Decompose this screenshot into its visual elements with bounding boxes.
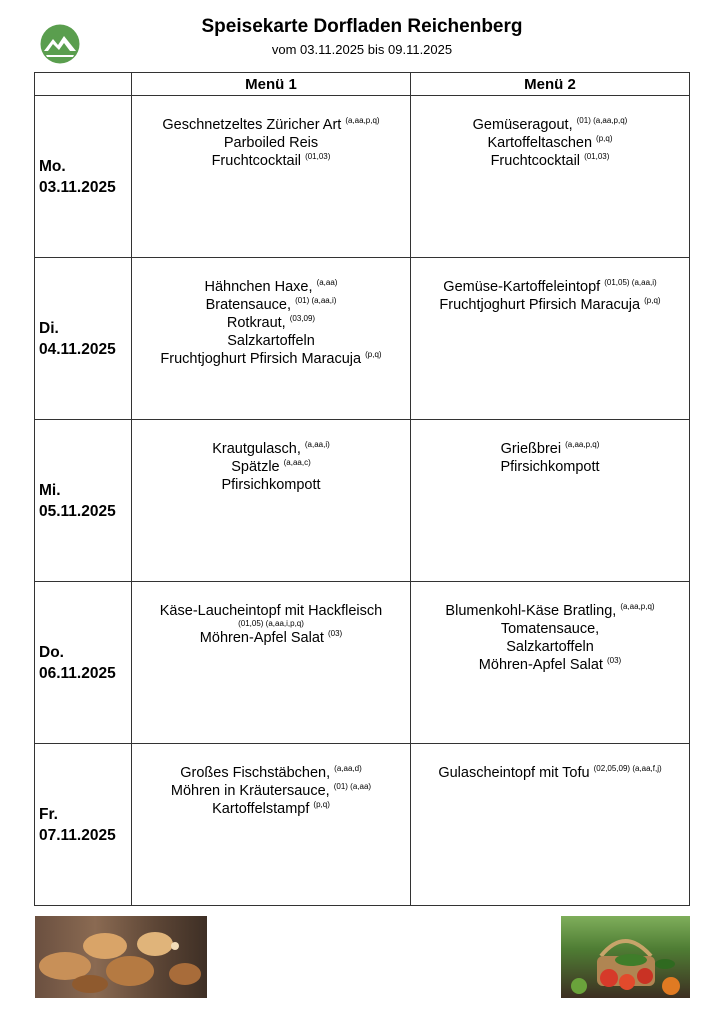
dish-name: Grießbrei [500,441,562,457]
allergen-note: (01) (a,aa,i) [295,296,337,306]
menu1-cell [132,96,411,258]
corner-cell [35,73,132,96]
menu1-cell [132,258,411,420]
menu2-cell [411,96,690,258]
allergen-note: (01,03) [305,152,331,162]
dish-name: Pfirsichkompott [500,459,600,475]
dish-name: Käse-Laucheintopf mit Hackfleisch [159,603,383,619]
day-row [35,96,690,258]
date: 05.11.2025 [39,502,116,520]
weekday: Mo. [39,157,66,175]
allergen-note: (a,aa,p,q) [565,440,600,450]
day-label [35,582,132,744]
dish-item [415,458,685,476]
dish-item [415,116,685,134]
dish-item [415,440,685,458]
menu2-cell [411,582,690,744]
menu-table [34,72,690,906]
allergen-note: (p,q) [644,296,661,306]
dish-name: Pfirsichkompott [221,477,321,493]
dish-item [415,278,685,296]
dish-item [136,764,406,782]
allergen-note: (01,05) (a,aa,i,p,q) [238,619,304,628]
allergen-note: (03,09) [289,314,316,324]
dish-name: Parboiled Reis [223,135,319,151]
day-label [35,258,132,420]
dish-name: Fruchtcocktail [211,153,302,169]
dish-name: Salzkartoffeln [227,333,315,349]
dish-item [136,296,406,314]
menu1-cell [132,744,411,906]
allergen-note: (a,aa,p,q) [620,602,655,612]
allergen-note: (p,q) [313,800,330,810]
dish-name: Rotkraut, [226,315,286,331]
allergen-note: (01,05) (a,aa,i) [604,278,657,288]
dish-item [136,602,406,620]
date: 03.11.2025 [39,178,116,196]
date: 07.11.2025 [39,826,116,844]
dish-item [136,800,406,818]
menu2-cell [411,420,690,582]
day-row [35,258,690,420]
dish-name: Gemüse-Kartoffeleintopf [443,279,601,295]
dish-name: Kartoffeltaschen [487,135,593,151]
dish-item [415,152,685,170]
weekday: Di. [39,319,59,337]
allergen-note: (a,aa,d) [334,764,362,774]
dish-item [415,134,685,152]
date-range: vom 03.11.2025 bis 09.11.2025 [271,42,453,57]
day-row [35,744,690,906]
dish-item [136,782,406,800]
menu1-cell [132,420,411,582]
vegetables-photo [561,916,690,998]
dish-item [136,476,406,494]
dish-item [415,296,685,314]
allergen-note: (03) [606,656,622,666]
dish-name: Geschnetzeltes Züricher Art [162,117,342,133]
allergen-note: (a,aa) [316,278,338,288]
day-label [35,744,132,906]
dish-name: Fruchtjoghurt Pfirsich Maracuja [160,351,362,367]
dish-name: Hähnchen Haxe, [204,279,313,295]
dish-item [415,602,685,620]
dish-name: Gemüseragout, [472,117,573,133]
allergen-note: (01,03) [584,152,610,162]
dish-item [136,350,406,368]
allergen-note: (p,q) [596,134,613,144]
dish-name: Fruchtcocktail [490,153,581,169]
allergen-note: (01) (a,aa,p,q) [576,116,628,126]
column-header-menu1: Menü 1 [132,73,411,96]
allergen-note: (01) (a,aa) [333,782,372,792]
dish-name: Möhren-Apfel Salat [478,657,603,673]
page-title: Speisekarte Dorfladen Reichenberg [201,16,523,37]
dish-item [136,152,406,170]
day-row [35,582,690,744]
dish-name: Großes Fischstäbchen, [180,765,331,781]
day-row [35,420,690,582]
dish-name: Bratensauce, [205,297,292,313]
allergen-note: (02,05,09) (a,aa,f,j) [593,764,662,774]
weekday: Fr. [39,805,58,823]
dish-name: Krautgulasch, [212,441,301,457]
dish-item [136,332,406,350]
menu2-cell [411,744,690,906]
allergen-note: (p,q) [365,350,382,360]
allergen-note: (a,aa,c) [283,458,311,468]
allergen-note: (a,aa,i) [304,440,330,450]
bread-photo [35,916,207,998]
column-header-menu2: Menü 2 [411,73,690,96]
dish-name: Möhren in Kräutersauce, [170,783,330,799]
dish-item [136,314,406,332]
dish-item [415,656,685,674]
menu2-cell [411,258,690,420]
weekday: Mi. [39,481,61,499]
dish-item [136,278,406,296]
menu-body [35,96,690,906]
dish-item [415,764,685,782]
dish-name: Gulascheintopf mit Tofu [438,765,590,781]
dish-name: Salzkartoffeln [506,639,594,655]
dish-name: Blumenkohl-Käse Bratling, [445,603,617,619]
dish-item [136,458,406,476]
dish-name: Spätzle [231,459,280,475]
date: 04.11.2025 [39,340,116,358]
allergen-note: (03) [327,629,343,639]
dish-item [415,638,685,656]
day-label [35,420,132,582]
dish-item [136,629,406,647]
dish-item [415,620,685,638]
menu1-cell [132,582,411,744]
dish-item [136,440,406,458]
dish-name: Tomatensauce, [500,621,600,637]
day-label [35,96,132,258]
dish-item [136,116,406,134]
dish-name: Fruchtjoghurt Pfirsich Maracuja [439,297,641,313]
dish-item [136,134,406,152]
date: 06.11.2025 [39,664,116,682]
allergen-note: (a,aa,p,q) [345,116,380,126]
dish-name: Möhren-Apfel Salat [199,630,324,646]
weekday: Do. [39,643,64,661]
dish-name: Kartoffelstampf [212,801,310,817]
